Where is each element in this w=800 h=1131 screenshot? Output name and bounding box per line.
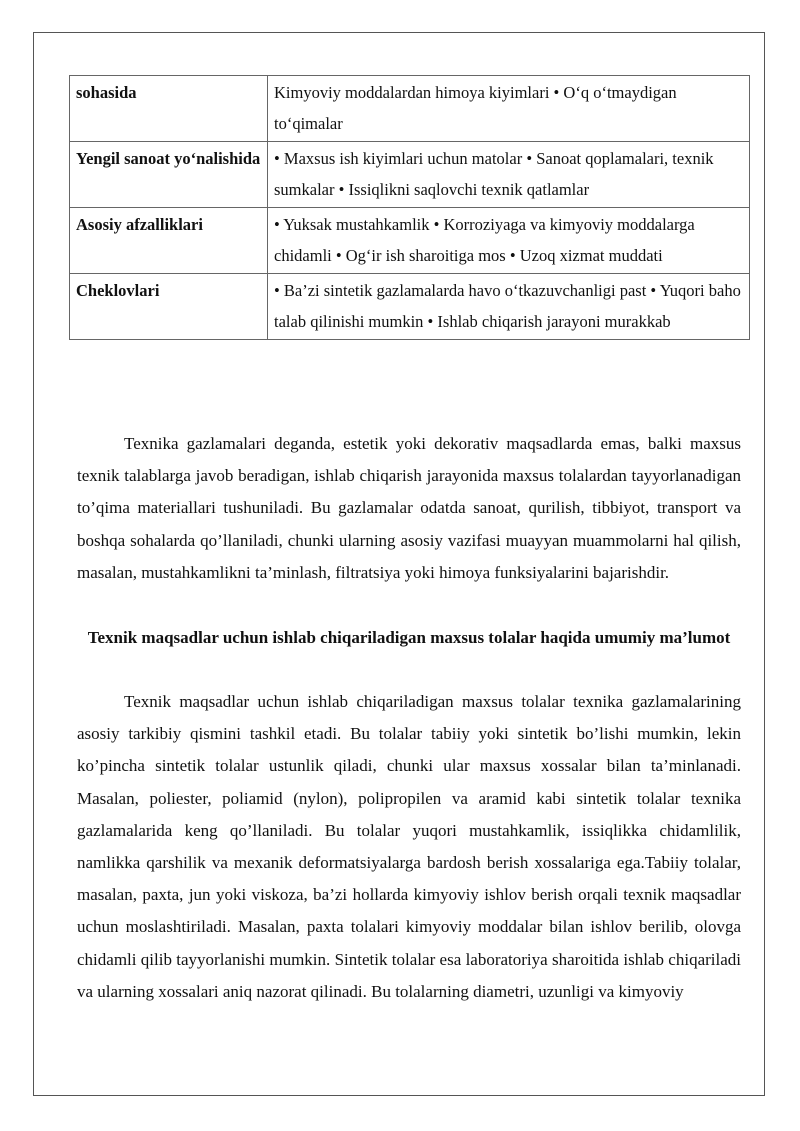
row-value: • Ba’zi sintetik gazlamalarda havo o‘tkazuvchanligi past • Yuqori baho talab qilinishi mumkin • Ishlab chiqarish jarayoni murakkab xyxy=(268,274,750,340)
row-label: Cheklovlari xyxy=(70,274,268,340)
properties-table xyxy=(69,75,750,340)
row-label: Yengil sanoat yo‘nalishida xyxy=(70,142,268,208)
intro-paragraph: Texnika gazlamalari deganda, estetik yoki dekorativ maqsadlarda emas, balki maxsus texnik talablarga javob beradigan, ishlab chiqarish jarayonida maxsus tolalardan tayyorlanadigan to’qima materiallari tushuniladi. Bu gazlamalar odatda sanoat, qurilish, tibbiyot, transport va boshqa sohalarda qo’llaniladi, chunki ularning asosiy vazifasi muayyan muammolarni hal qilish, masalan, mustahkamlikni ta’minlash, filtratsiya yoki himoya funksiyalarini bajarishdir. xyxy=(77,434,741,582)
row-value: Kimyoviy moddalardan himoya kiyimlari • O‘q o‘tmaydigan to‘qimalar xyxy=(268,76,750,142)
row-label: Asosiy afzalliklari xyxy=(70,208,268,274)
fibers-paragraph: Texnik maqsadlar uchun ishlab chiqariladigan maxsus tolalar texnika gazlamalarining asosiy tarkibiy qismini tashkil etadi. Bu tolalar tabiiy yoki sintetik bo’lishi mumkin, lekin ko’pincha sintetik tolalar ustunlik qiladi, chunki ular maxsus xossalar bilan ta’minlanadi. Masalan, poliester, poliamid (nylon), polipropilen va aramid kabi sintetik tolalar texnika gazlamalarida keng qo’llaniladi. Bu tolalar yuqori mustahkamlik, issiqlikka chidamlilik, namlikka qarshilik va mexanik deformatsiyalarga bardosh berish xossalariga ega.Tabiiy tolalar, masalan, paxta, jun yoki viskoza, ba’zi hollarda kimyoviy ishlov berish orqali texnik maqsadlar uchun moslashtiriladi. Masalan, paxta tolalari kimyoviy moddalar bilan ishlov berilib, olovga chidamli qilib tayyorlanishi mumkin. Sintetik tolalar esa laboratoriya sharoitida ishlab chiqariladi va ularning xossalari aniq nazorat qilinadi. Bu tolalarning diametri, uzunligi va kimyoviy xyxy=(77,692,741,1001)
table-row xyxy=(70,142,750,208)
row-label: sohasida xyxy=(70,76,268,142)
table-row xyxy=(70,274,750,340)
intro-paragraph-block xyxy=(77,428,741,589)
row-value: • Yuksak mustahkamlik • Korroziyaga va kimyoviy moddalarga chidamli • Og‘ir ish sharoitiga mos • Uzoq xizmat muddati xyxy=(268,208,750,274)
section-heading: Texnik maqsadlar uchun ishlab chiqariladigan maxsus tolalar haqida umumiy ma’lumot xyxy=(87,628,731,647)
row-value: • Maxsus ish kiyimlari uchun matolar • Sanoat qoplamalari, texnik sumkalar • Issiqlikni saqlovchi texnik qatlamlar xyxy=(268,142,750,208)
table-row xyxy=(70,208,750,274)
fibers-paragraph-block xyxy=(77,686,741,1008)
table-row xyxy=(70,76,750,142)
